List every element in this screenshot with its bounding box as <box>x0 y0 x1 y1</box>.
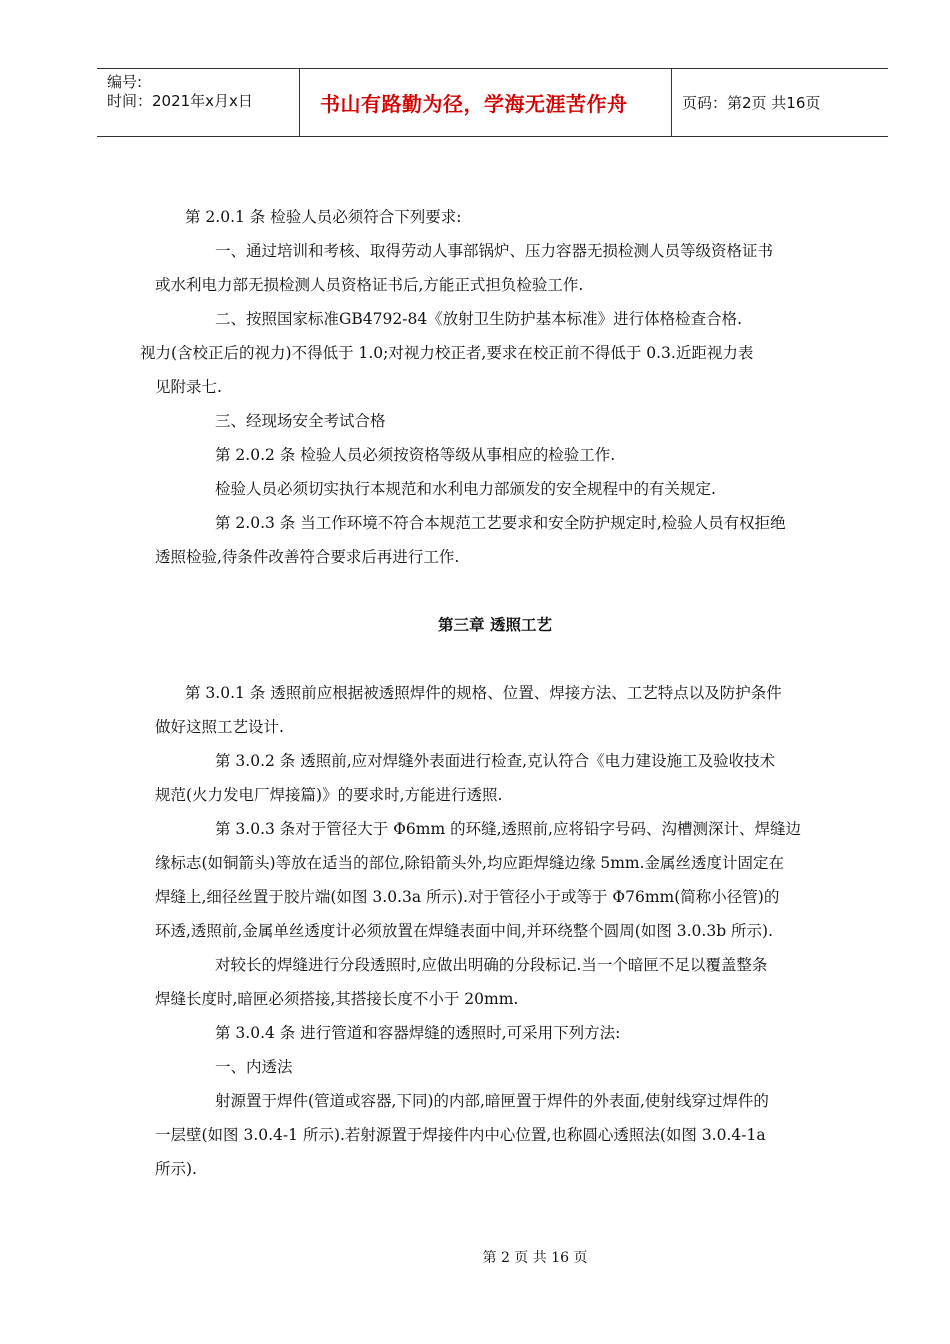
paragraph-line: 第 3.0.2 条 透照前,应对焊缝外表面进行检查,克认符合《电力建设施工及验收技术 <box>215 752 776 770</box>
paragraph-line: 第 2.0.2 条 检验人员必须按资格等级从事相应的检验工作. <box>215 446 616 464</box>
section-2 <box>140 200 835 574</box>
document-body <box>140 200 835 1186</box>
header-meta <box>97 69 300 136</box>
paragraph-line: 第 3.0.1 条 透照前应根据被透照焊件的规格、位置、焊接方法、工艺特点以及防护条件 <box>185 684 782 702</box>
paragraph-line: 视力(含校正后的视力)不得低于 1.0;对视力校正者,要求在校正前不得低于 0.3.近距视力表 <box>140 344 754 362</box>
paragraph-line: 第 3.0.3 条对于管径大于 Φ6mm 的环缝,透照前,应将铅字号码、沟槽测深计、焊缝边 <box>215 820 801 838</box>
paragraph-line: 环透,透照前,金属单丝透度计必须放置在焊缝表面中间,并环绕整个圆周(如图 3.0.3b 所示). <box>155 922 774 940</box>
page-footer <box>0 1247 950 1267</box>
paragraph-line: 第 2.0.3 条 当工作环境不符合本规范工艺要求和安全防护规定时,检验人员有权拒绝 <box>215 514 786 532</box>
header-page-info: 页码：第2页 共16页 <box>682 94 821 112</box>
paragraph-line: 二、按照国家标准GB4792-84《放射卫生防护基本标准》进行体格检查合格. <box>215 310 743 328</box>
header-motto: 书山有路勤为径，学海无涯苦作舟 <box>300 69 672 136</box>
paragraph-line: 一、内透法 <box>215 1058 293 1076</box>
paragraph-line: 射源置于焊件(管道或容器,下同)的内部,暗匣置于焊件的外表面,使射线穿过焊件的 <box>215 1092 769 1110</box>
paragraph-line: 透照检验,待条件改善符合要求后再进行工作. <box>155 548 460 566</box>
paragraph-line: 规范(火力发电厂焊接篇)》的要求时,方能进行透照. <box>155 786 503 804</box>
paragraph-line: 检验人员必须切实执行本规范和水利电力部颁发的安全规程中的有关规定. <box>215 480 716 498</box>
paragraph-line: 焊缝长度时,暗匣必须搭接,其搭接长度不小于 20mm. <box>155 990 519 1008</box>
number-label: 编号: <box>107 73 143 91</box>
paragraph-line: 三、经现场安全考试合格 <box>215 412 386 430</box>
paragraph-line: 第 3.0.4 条 进行管道和容器焊缝的透照时,可采用下列方法: <box>215 1024 621 1042</box>
paragraph-line: 所示). <box>155 1160 197 1178</box>
page-header <box>97 68 888 137</box>
paragraph-line: 见附录七. <box>155 378 222 396</box>
paragraph-line: 一层壁(如图 3.0.4-1 所示).若射源置于焊接件内中心位置,也称圆心透照法(如图 3.0.4-1a <box>155 1126 766 1144</box>
paragraph-line: 做好这照工艺设计. <box>155 718 284 736</box>
chapter-title: 第三章 透照工艺 <box>438 616 552 634</box>
paragraph-line: 对较长的焊缝进行分段透照时,应做出明确的分段标记.当一个暗匣不足以覆盖整条 <box>215 956 768 974</box>
time-label: 时间：2021年x月x日 <box>107 92 253 110</box>
paragraph-line: 一、通过培训和考核、取得劳动人事部锅炉、压力容器无损检测人员等级资格证书 <box>215 242 774 260</box>
paragraph-line: 缘标志(如铜箭头)等放在适当的部位,除铅箭头外,均应距焊缝边缘 5mm.金属丝透度计固定在 <box>155 854 785 872</box>
section-3 <box>155 676 835 1186</box>
paragraph-line: 或水利电力部无损检测人员资格证书后,方能正式担负检验工作. <box>155 276 584 294</box>
paragraph-line: 焊缝上,细径丝置于胶片端(如图 3.0.3a 所示).对于管径小于或等于 Φ76mm(简称小径管)的 <box>155 888 780 906</box>
footer-page-number: 第 2 页 共 16 页 <box>482 1250 588 1266</box>
paragraph-line: 第 2.0.1 条 检验人员必须符合下列要求: <box>185 208 462 226</box>
